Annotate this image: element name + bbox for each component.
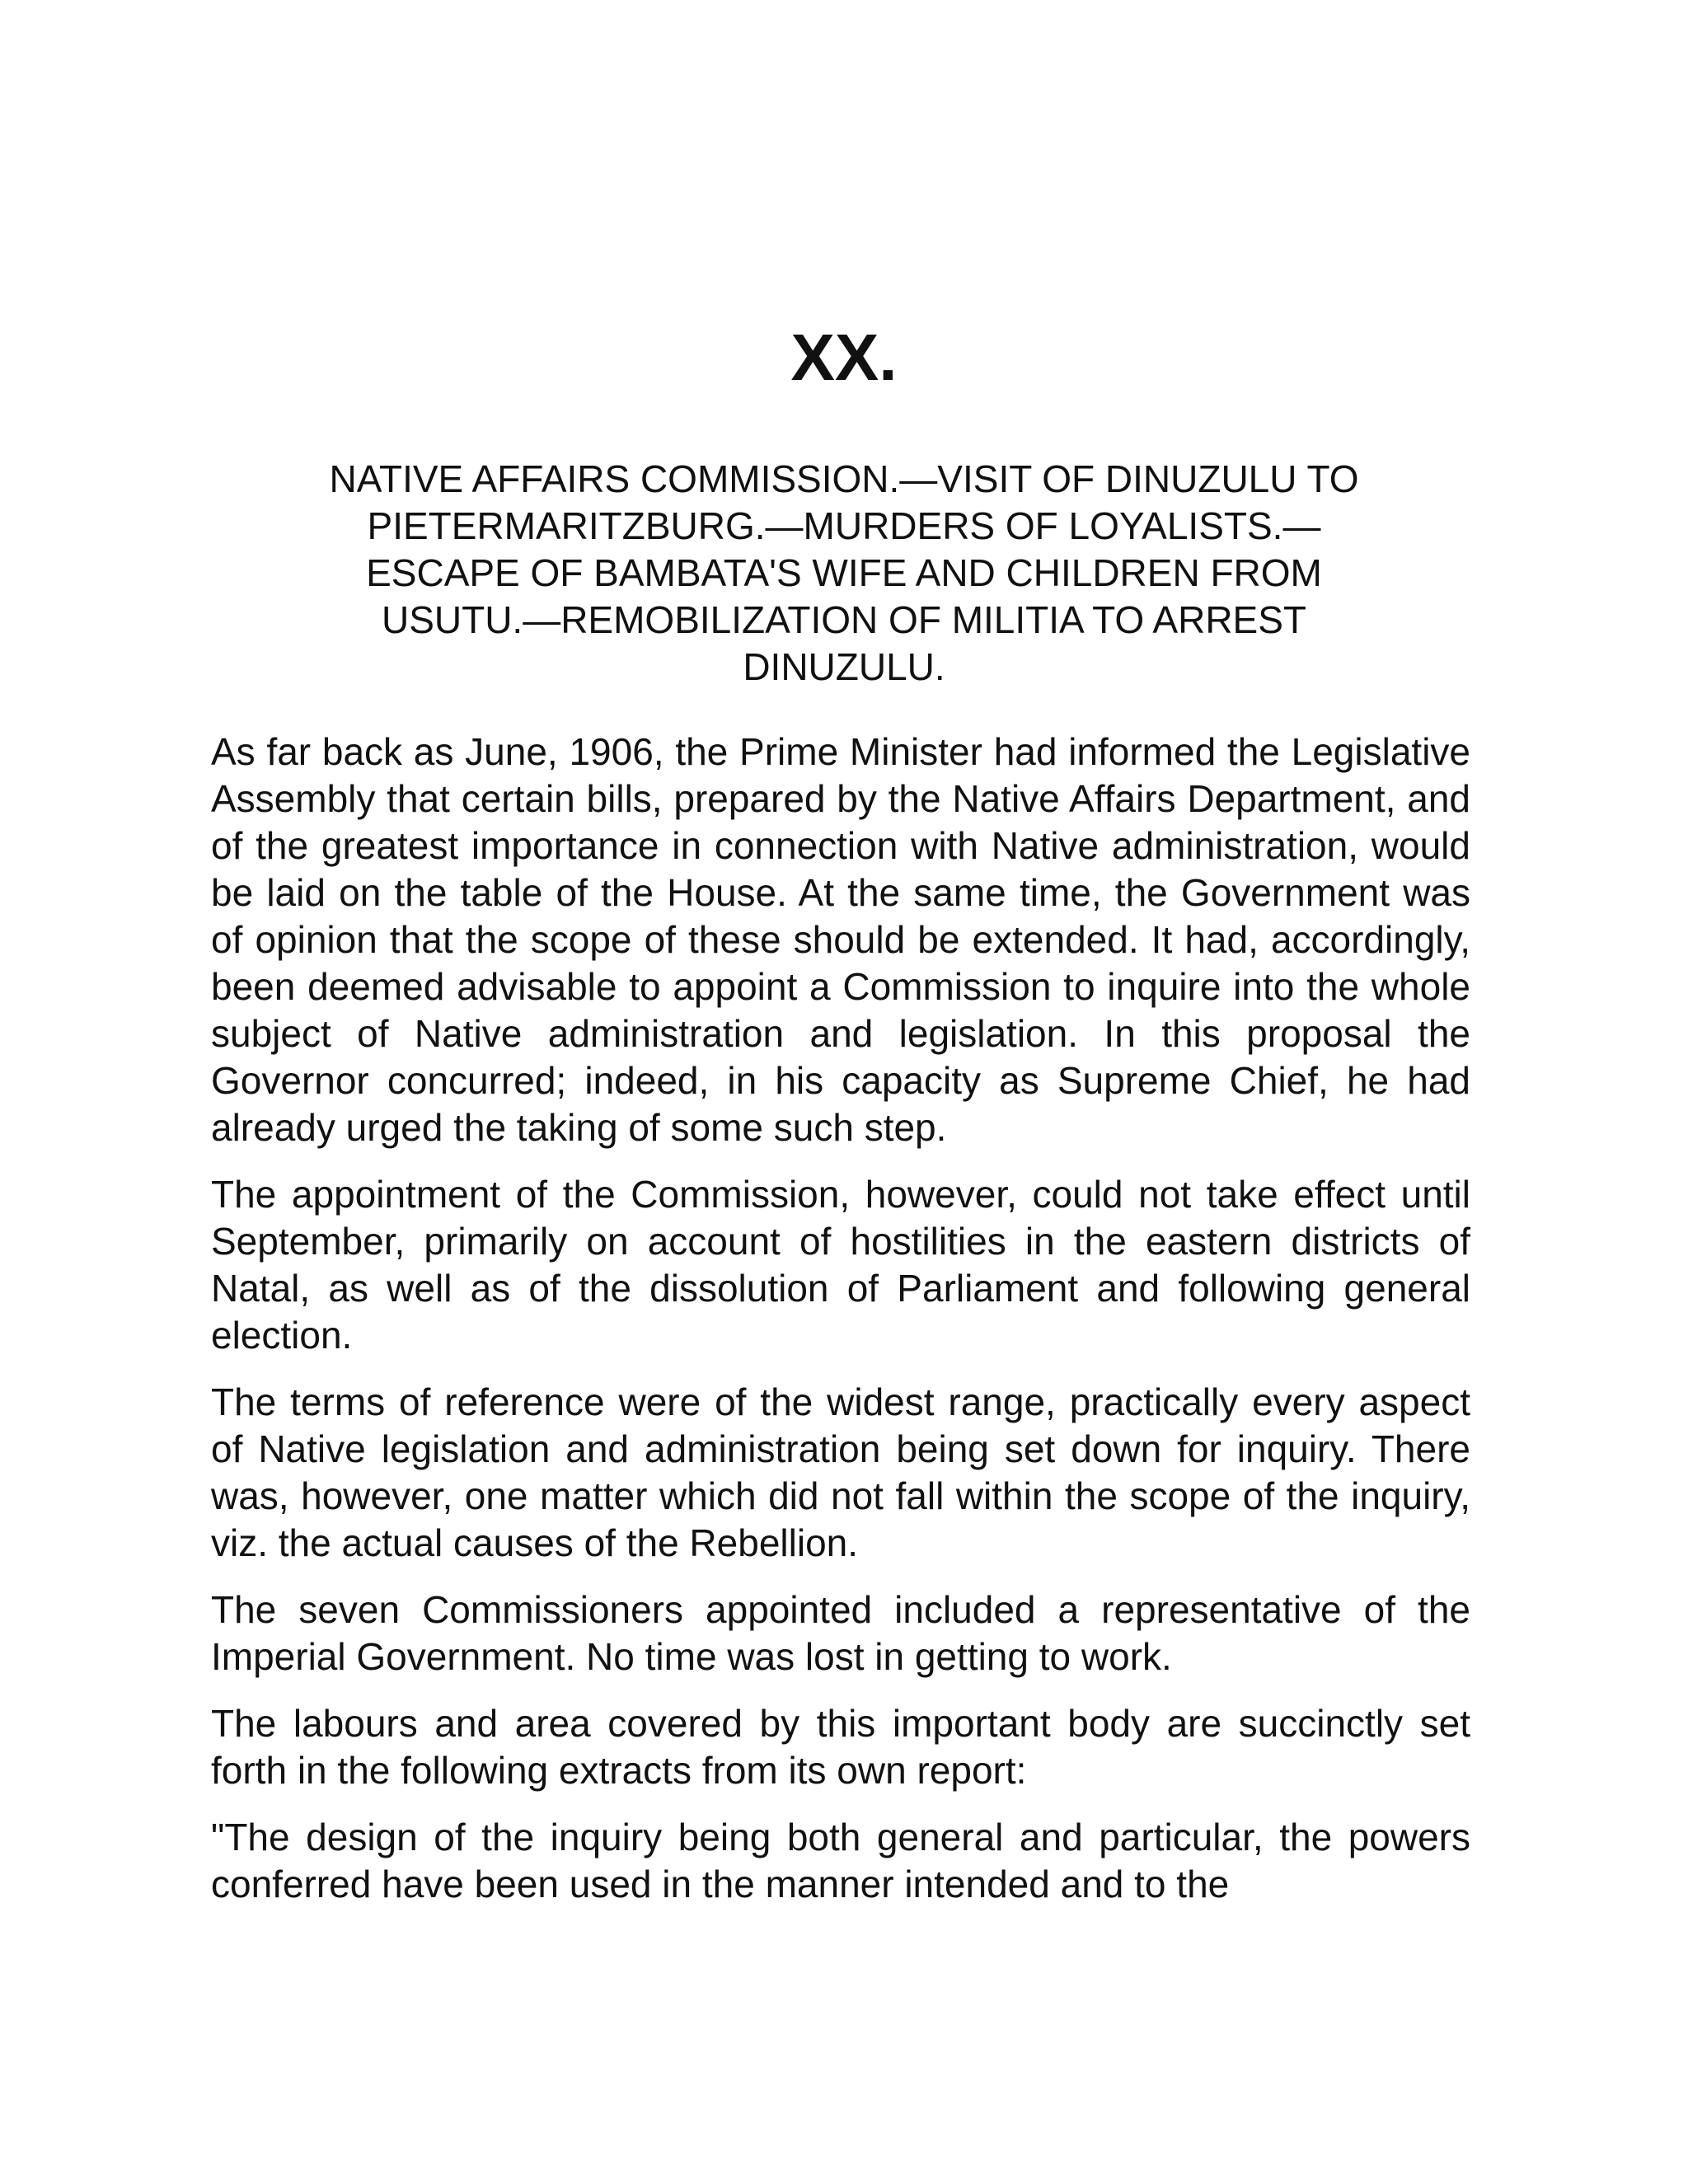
chapter-heading-line: PIETERMARITZBURG.—MURDERS OF LOYALISTS.— [367, 504, 1321, 547]
chapter-body [211, 729, 1470, 1928]
chapter-heading-line: DINUZULU. [743, 645, 945, 688]
chapter-number: XX. [790, 321, 898, 394]
chapter-heading [247, 456, 1441, 691]
body-paragraph: The appointment of the Commission, however, could not take effect until September, primarily on account of hostilities in the eastern districts of Natal, as well as of the dissolution of Parliament and following general election. [211, 1173, 1470, 1357]
chapter-heading-line: NATIVE AFFAIRS COMMISSION.—VISIT OF DINUZULU TO [329, 457, 1359, 500]
body-paragraph: The seven Commissioners appointed included a representative of the Imperial Government. No time was lost in getting to work. [211, 1588, 1470, 1678]
chapter-heading-line: USUTU.—REMOBILIZATION OF MILITIA TO ARREST [381, 598, 1307, 641]
body-paragraph: As far back as June, 1906, the Prime Minister had informed the Legislative Assembly that certain bills, prepared by the Native Affairs Department, and of the greatest importance in connection with Native administration, would be laid on the table of the House. At the same time, the Government was of opinion that the scope of these should be extended. It had, accordingly, been deemed advisable to appoint a Commission to inquire into the whole subject of Native administration and legislation. In this proposal the Governor concurred; indeed, in his capacity as Supreme Chief, he had already urged the taking of some such step. [211, 730, 1470, 1149]
body-paragraph: "The design of the inquiry being both general and particular, the powers conferred have been used in the manner intended and to the [211, 1816, 1470, 1905]
chapter-heading-line: ESCAPE OF BAMBATA'S WIFE AND CHILDREN FROM [366, 551, 1322, 594]
body-paragraph: The terms of reference were of the widest range, practically every aspect of Native legislation and administration being set down for inquiry. There was, however, one matter which did not fall within the scope of the inquiry, viz. the actual causes of the Rebellion. [211, 1380, 1470, 1564]
body-paragraph: The labours and area covered by this important body are succinctly set forth in the following extracts from its own report: [211, 1702, 1470, 1792]
